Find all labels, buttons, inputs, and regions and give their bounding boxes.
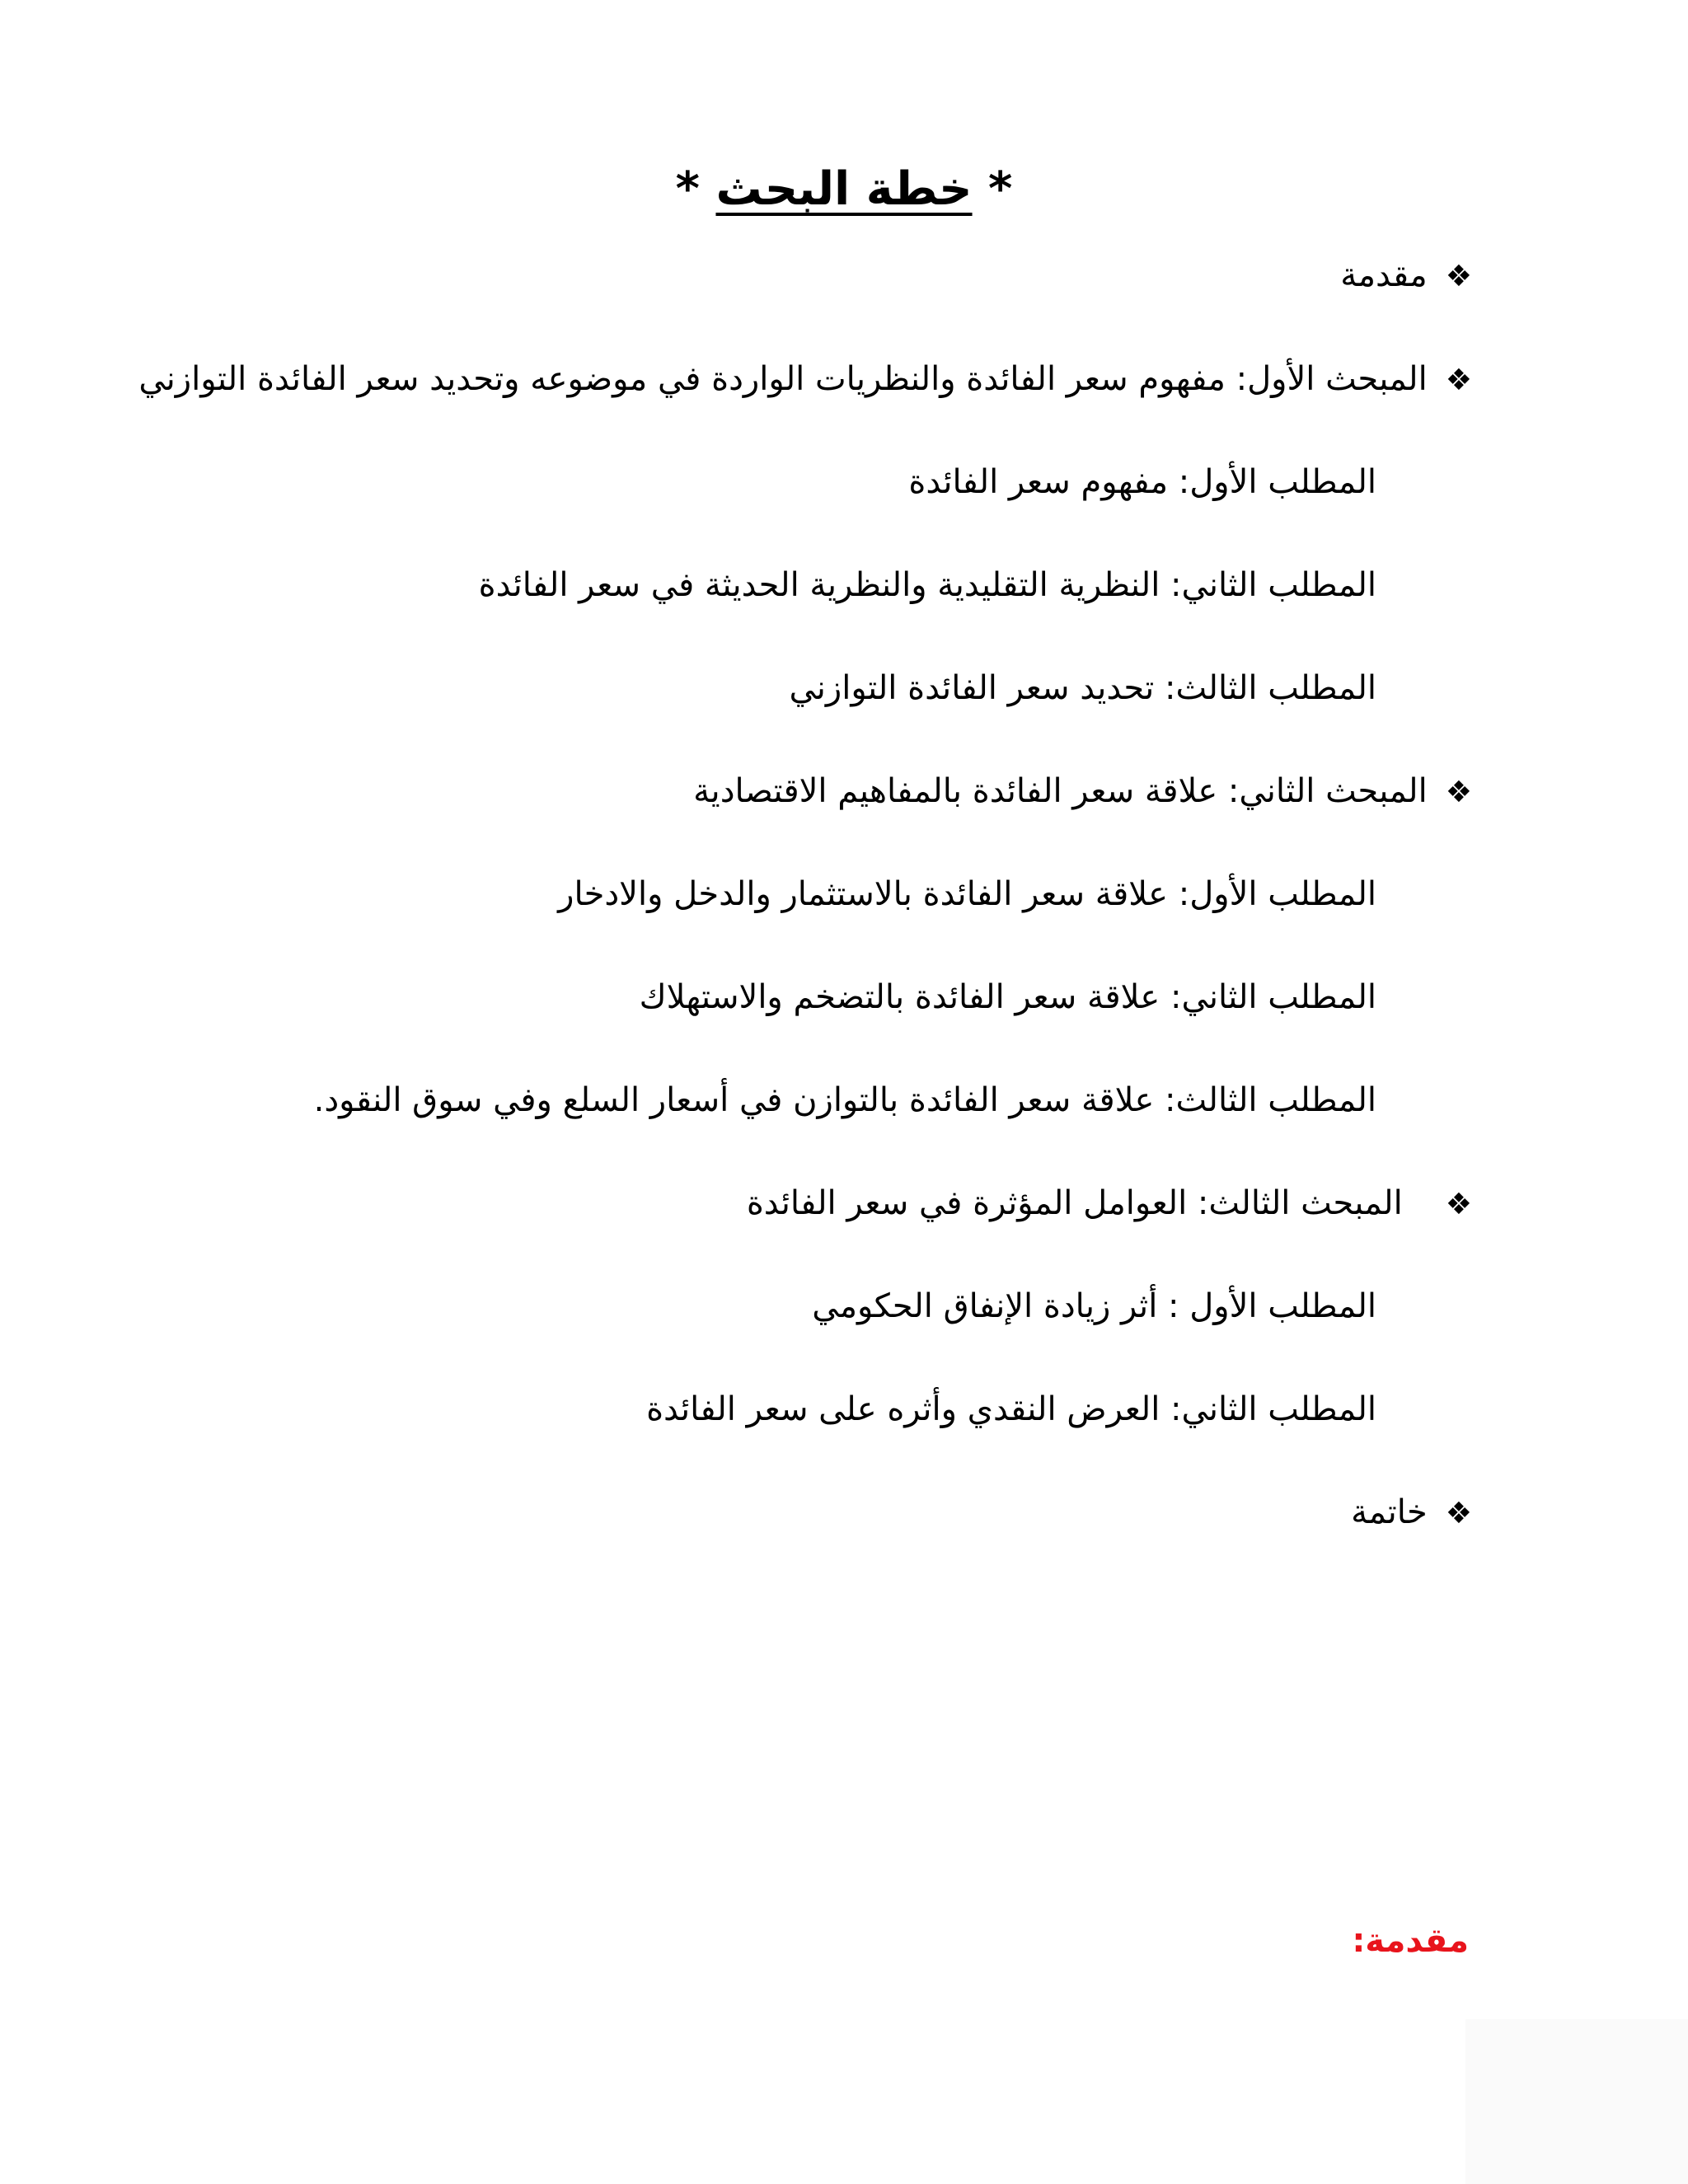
diamond-bullet-icon: ❖: [1445, 260, 1472, 293]
diamond-bullet-icon: ❖: [1445, 363, 1472, 397]
toc-section-2-1: [558, 869, 1376, 919]
toc-chapter-1: [138, 354, 1472, 405]
toc-item-label: المطلب الثالث: تحديد سعر الفائدة التوازني: [789, 669, 1376, 707]
toc-item-label: خاتمة: [1351, 1493, 1428, 1531]
toc-section-1-3: [789, 663, 1376, 713]
toc-chapter-3: [747, 1179, 1472, 1230]
toc-section-1-2: [479, 560, 1376, 610]
toc-item-introduction: [1340, 251, 1472, 302]
toc-section-3-1: [812, 1282, 1376, 1331]
toc-item-label: المطلب الثاني: العرض النقدي وأثره على سعر الفائدة: [646, 1390, 1376, 1428]
page-title: [0, 157, 1688, 223]
toc-item-label: المبحث الثالث: العوامل المؤثرة في سعر الفائدة: [746, 1184, 1403, 1222]
toc-section-1-1: [908, 457, 1376, 507]
toc-item-label: المبحث الأول: مفهوم سعر الفائدة والنظريات الواردة في موضوعه وتحديد سعر الفائدة التوازني: [138, 360, 1428, 398]
diamond-bullet-icon: ❖: [1445, 1497, 1472, 1530]
toc-item-label: المطلب الثالث: علاقة سعر الفائدة بالتوازن في أسعار السلع وفي سوق النقود.: [313, 1081, 1376, 1119]
toc-section-2-2: [640, 972, 1376, 1022]
toc-item-label: المبحث الثاني: علاقة سعر الفائدة بالمفاهيم الاقتصادية: [693, 772, 1428, 810]
toc-item-conclusion: [1351, 1488, 1472, 1539]
toc-item-label: المطلب الأول: مفهوم سعر الفائدة: [908, 463, 1376, 501]
toc-item-label: المطلب الثاني: علاقة سعر الفائدة بالتضخم والاستهلاك: [639, 978, 1376, 1016]
title-star-right: *: [988, 162, 1013, 216]
toc-item-label: مقدمة: [1340, 256, 1428, 294]
toc-item-label: المطلب الثاني: النظرية التقليدية والنظرية الحديثة في سعر الفائدة: [478, 566, 1376, 604]
diamond-bullet-icon: ❖: [1445, 1188, 1472, 1221]
diamond-bullet-icon: ❖: [1445, 776, 1472, 809]
title-text: خطة البحث: [715, 162, 973, 216]
page-edge-shade: [1465, 2019, 1688, 2184]
toc-chapter-2: [693, 766, 1472, 818]
toc-item-label: المطلب الأول: علاقة سعر الفائدة بالاستثمار والدخل والادخار: [558, 875, 1376, 913]
toc-section-3-2: [646, 1385, 1376, 1434]
introduction-heading: مقدمة:: [1352, 1922, 1469, 1960]
toc-item-label: المطلب الأول : أثر زيادة الإنفاق الحكومي: [812, 1287, 1376, 1325]
title-star-left: *: [675, 162, 700, 216]
toc-section-2-3: [314, 1076, 1376, 1125]
